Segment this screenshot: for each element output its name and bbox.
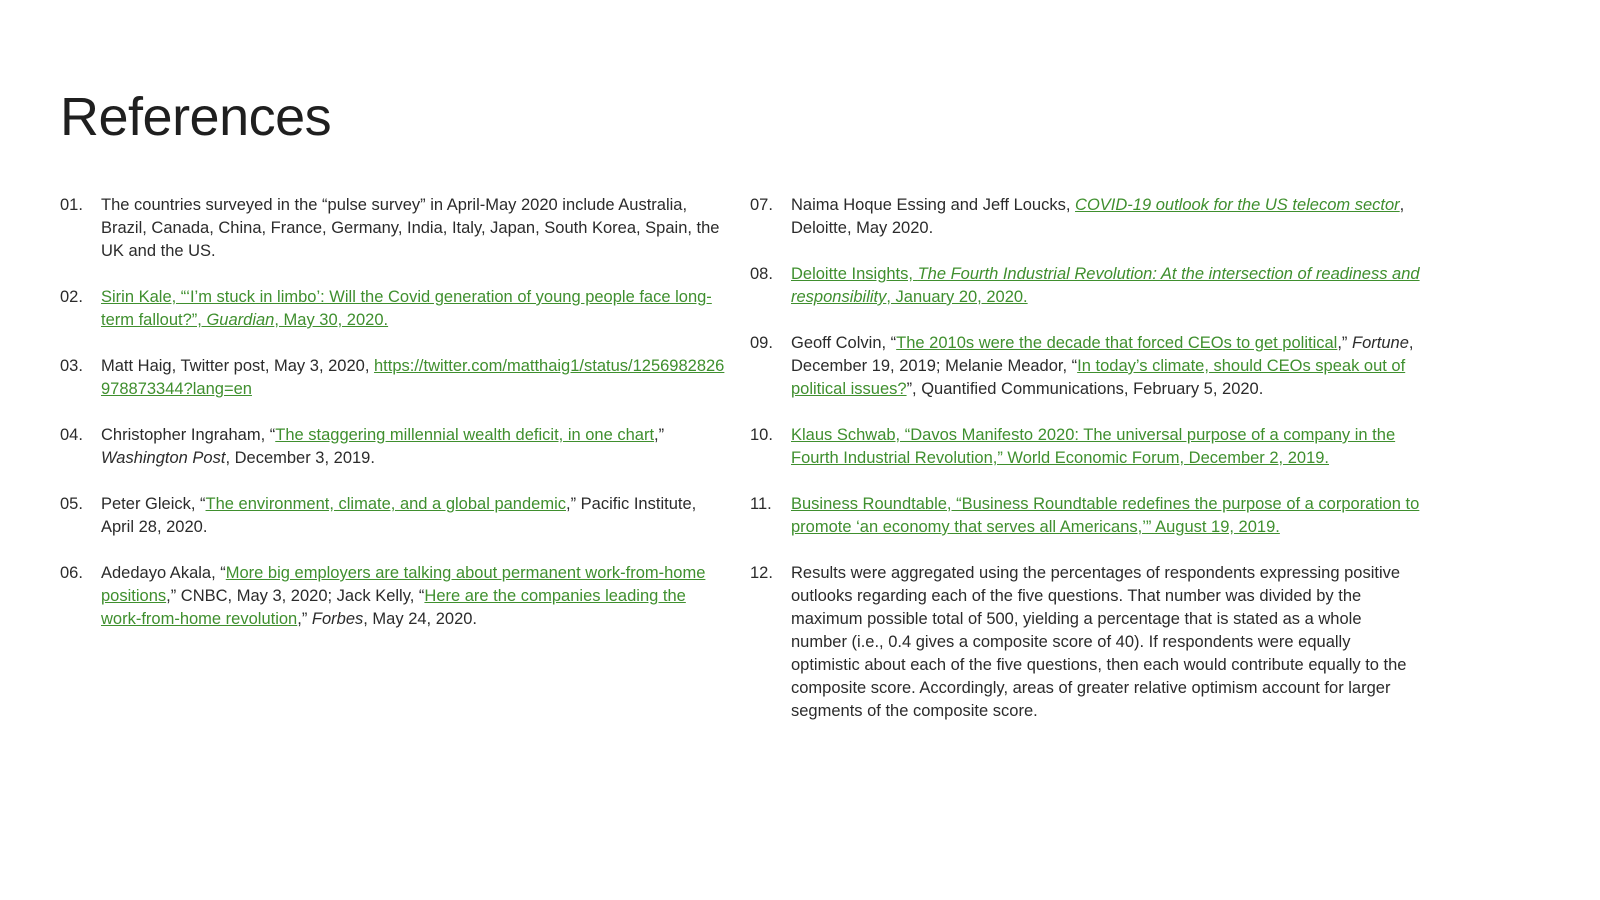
reference-link[interactable]: https://twitter.com/matthaig1/status/1256982826978873344?lang=en bbox=[101, 357, 725, 398]
reference-number: 02. bbox=[60, 288, 83, 306]
reference-item bbox=[60, 562, 730, 631]
reference-item bbox=[60, 493, 730, 539]
reference-number: 09. bbox=[750, 334, 773, 352]
reference-text bbox=[101, 355, 730, 401]
reference-number: 08. bbox=[750, 265, 773, 283]
reference-number: 11. bbox=[750, 495, 772, 513]
reference-date: , December 3, 2019. bbox=[225, 449, 375, 467]
reference-item bbox=[750, 562, 1420, 723]
reference-link[interactable] bbox=[791, 265, 1420, 306]
reference-author: Christopher Ingraham, “ bbox=[101, 426, 276, 444]
reference-author: Adedayo Akala, “ bbox=[101, 564, 226, 582]
reference-text: The countries surveyed in the “pulse survey” in April-May 2020 include Australia, Brazil, Canada, China, France, Germany, India, Italy, Japan, South Korea, Spain, the UK and the US. bbox=[101, 196, 720, 260]
reference-date: , May 24, 2020. bbox=[363, 610, 478, 628]
reference-text bbox=[791, 493, 1420, 539]
reference-link-date: , January 20, 2020. bbox=[886, 288, 1028, 306]
reference-number: 07. bbox=[750, 196, 773, 214]
reference-author: Peter Gleick, “ bbox=[101, 495, 206, 513]
reference-number: 10. bbox=[750, 426, 773, 444]
reference-link[interactable]: The environment, climate, and a global pandemic bbox=[205, 495, 566, 513]
reference-text bbox=[791, 332, 1420, 401]
reference-source: ,” CNBC, May 3, 2020; Jack Kelly, “ bbox=[166, 587, 425, 605]
reference-text bbox=[791, 194, 1420, 240]
reference-link[interactable]: Business Roundtable, “Business Roundtable redefines the purpose of a corporation to promote ‘an economy that serves all Americans,’” August 19, 2019. bbox=[791, 495, 1420, 536]
reference-date: , December 19, 2019; Melanie Meador, “ bbox=[791, 334, 1414, 375]
reference-text bbox=[101, 424, 730, 470]
reference-link[interactable]: Klaus Schwab, “Davos Manifesto 2020: The universal purpose of a company in the Fourth Industrial Revolution,” World Economic Forum, December 2, 2019. bbox=[791, 426, 1396, 467]
reference-item bbox=[60, 424, 730, 470]
reference-number: 06. bbox=[60, 564, 83, 582]
reference-link-text: Sirin Kale, “‘I’m stuck in limbo’: Will the Covid generation of young people face long-term fallout?”, bbox=[101, 288, 712, 329]
references-column-left bbox=[60, 194, 730, 654]
reference-link-publication: Guardian bbox=[206, 311, 275, 329]
reference-number: 12. bbox=[750, 564, 773, 582]
reference-item bbox=[60, 355, 730, 401]
reference-link[interactable]: Here are the companies leading the work-from-home revolution bbox=[101, 587, 686, 628]
reference-item bbox=[750, 332, 1420, 401]
reference-source: ,” Pacific Institute, April 28, 2020. bbox=[101, 495, 697, 536]
reference-link[interactable]: The staggering millennial wealth deficit, in one chart bbox=[275, 426, 655, 444]
reference-item bbox=[60, 286, 730, 332]
reference-text bbox=[101, 493, 730, 539]
reference-link-text: Deloitte Insights, bbox=[791, 265, 918, 283]
reference-text bbox=[101, 286, 730, 332]
reference-link[interactable]: COVID-19 outlook for the US telecom sector bbox=[1075, 196, 1400, 214]
references-column-right bbox=[750, 194, 1420, 746]
reference-separator: ,” bbox=[1337, 334, 1353, 352]
reference-link-date: , May 30, 2020. bbox=[274, 311, 389, 329]
reference-number: 05. bbox=[60, 495, 83, 513]
page-title: References bbox=[60, 87, 332, 147]
reference-source: ”, Quantified Communications, February 5, 2020. bbox=[906, 380, 1264, 398]
reference-number: 04. bbox=[60, 426, 83, 444]
reference-link-publication: The Fourth Industrial Revolution: At the intersection of readiness and responsibility bbox=[791, 265, 1420, 306]
reference-link[interactable]: In today’s climate, should CEOs speak out of political issues? bbox=[791, 357, 1406, 398]
reference-publication: Fortune bbox=[1352, 334, 1409, 352]
reference-author: Matt Haig, Twitter post, May 3, 2020, bbox=[101, 357, 374, 375]
reference-item bbox=[750, 194, 1420, 240]
reference-link[interactable]: The 2010s were the decade that forced CEOs to get political bbox=[896, 334, 1338, 352]
reference-publication: Forbes bbox=[311, 610, 364, 628]
reference-item bbox=[750, 424, 1420, 470]
reference-text bbox=[791, 424, 1420, 470]
reference-separator: ,” bbox=[654, 426, 665, 444]
reference-source: , Deloitte, May 2020. bbox=[791, 196, 1405, 237]
reference-item bbox=[750, 263, 1420, 309]
reference-number: 01. bbox=[60, 196, 83, 214]
reference-link[interactable] bbox=[101, 288, 712, 329]
reference-text bbox=[101, 562, 730, 631]
reference-text: Results were aggregated using the percentages of respondents expressing positive outlooks regarding each of the five questions. That number was divided by the maximum possible total of 500, yielding a percentage that is stated as a whole number (i.e., 0.4 gives a composite score of 40). If respondents were equally optimistic about each of the five questions, then each would contribute equally to the composite score. Accordingly, areas of greater relative optimism account for larger segments of the composite score. bbox=[791, 564, 1407, 720]
reference-publication: Washington Post bbox=[101, 449, 226, 467]
reference-separator: ,” bbox=[297, 610, 312, 628]
reference-author: Naima Hoque Essing and Jeff Loucks, bbox=[791, 196, 1076, 214]
reference-link[interactable]: More big employers are talking about permanent work-from-home positions bbox=[101, 564, 706, 605]
reference-text bbox=[791, 263, 1420, 309]
reference-item bbox=[60, 194, 730, 263]
reference-item bbox=[750, 493, 1420, 539]
reference-number: 03. bbox=[60, 357, 83, 375]
reference-author: Geoff Colvin, “ bbox=[791, 334, 897, 352]
